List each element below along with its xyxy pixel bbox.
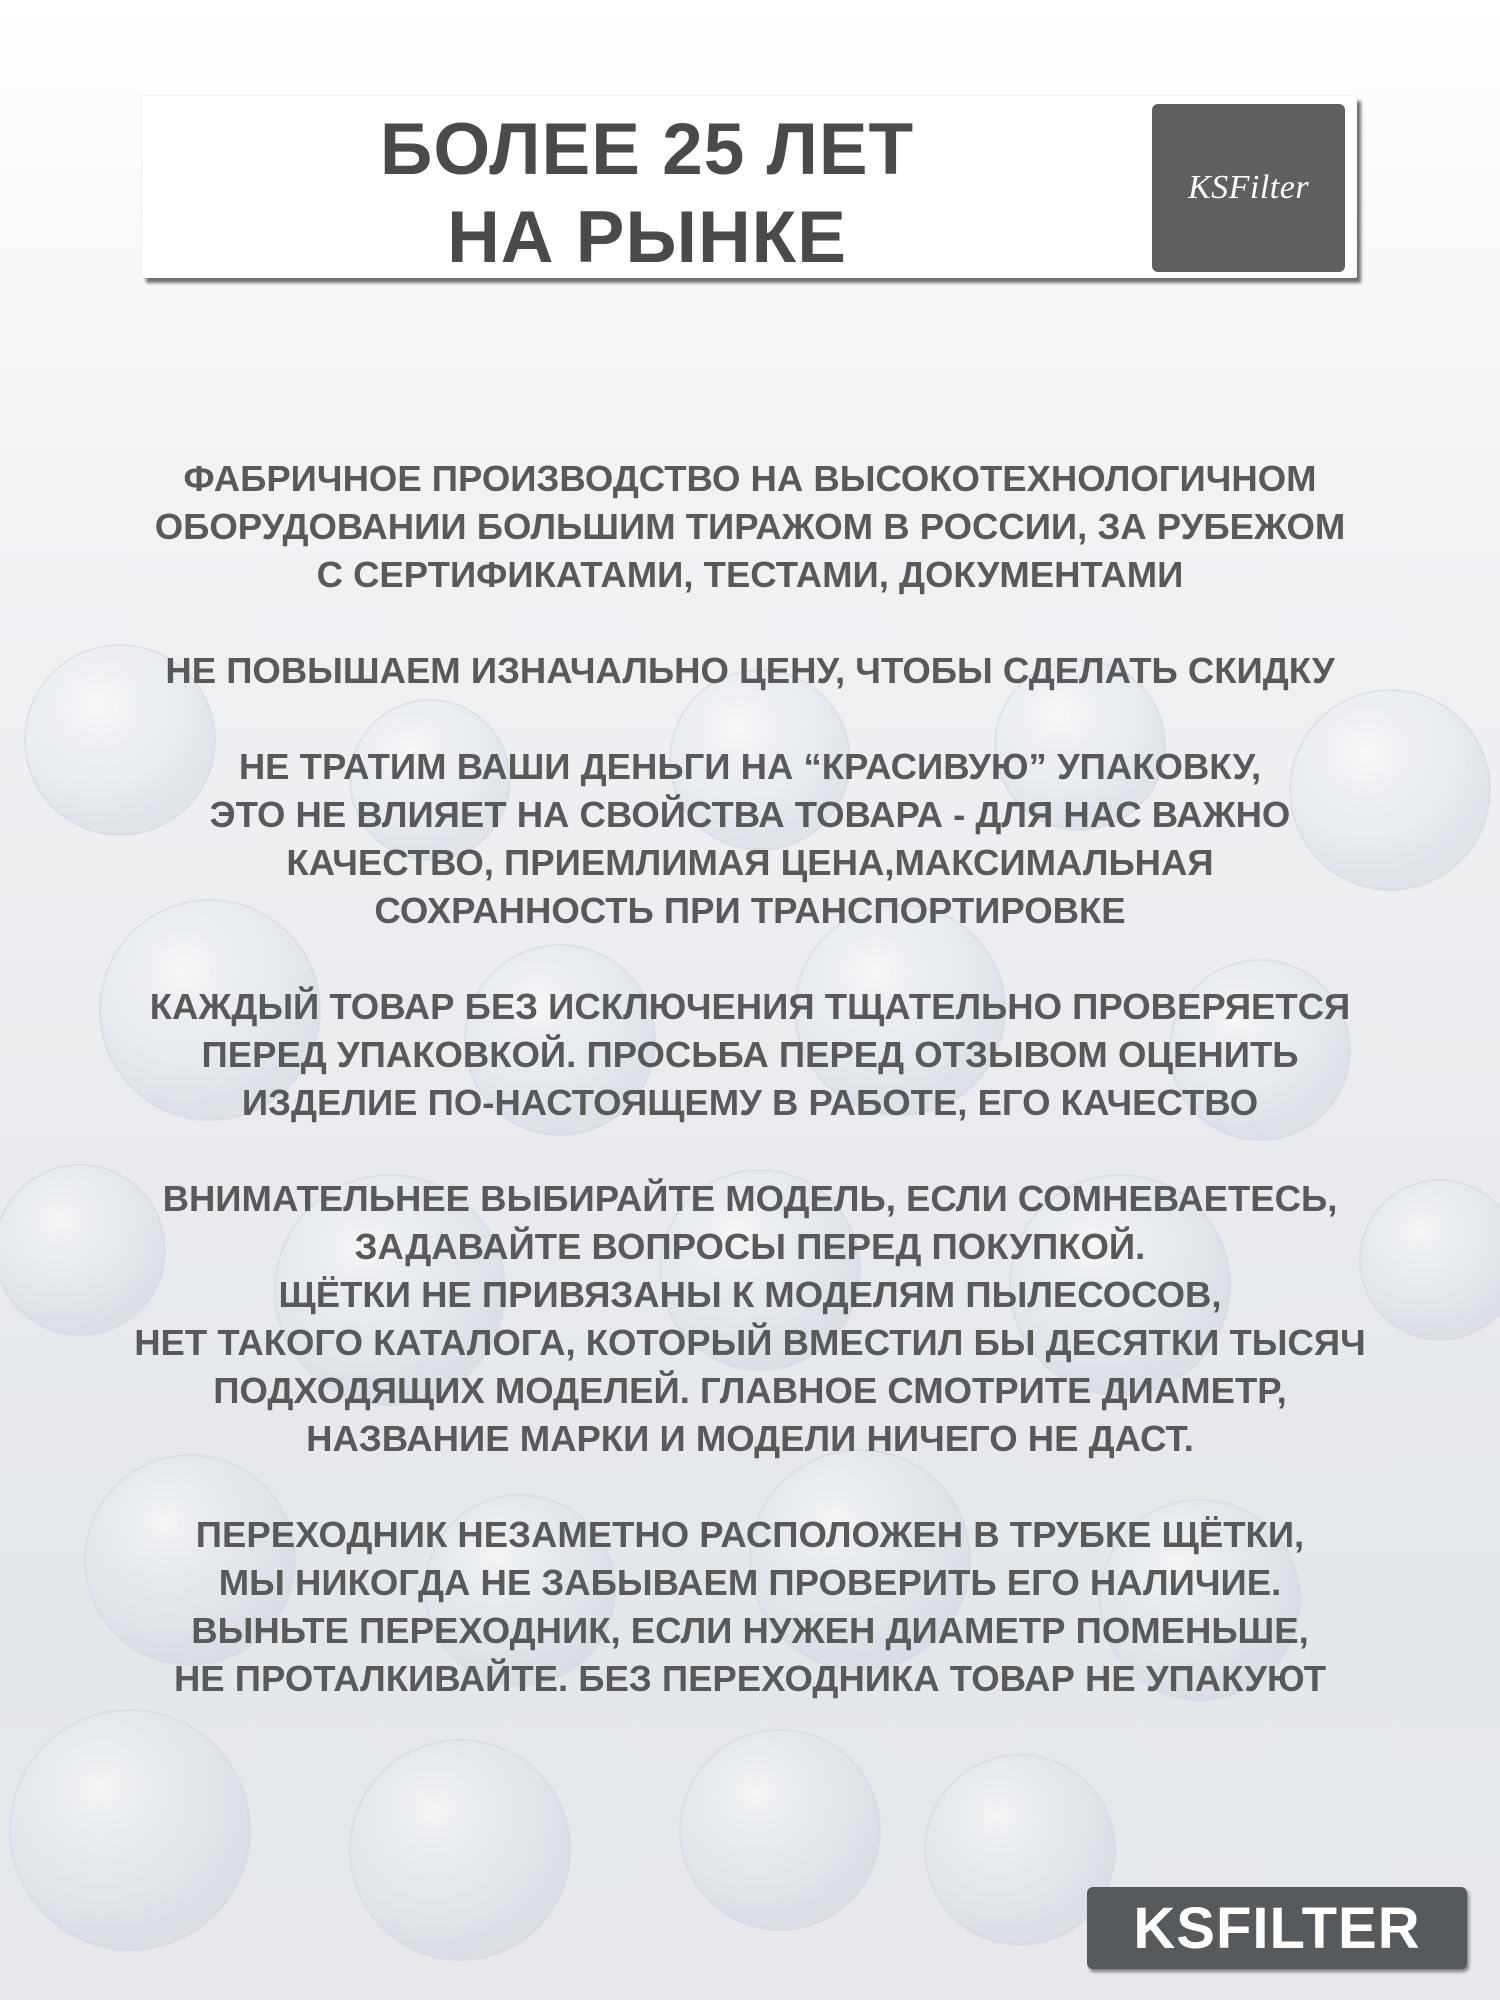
header-banner	[142, 96, 1357, 278]
text-line: ФАБРИЧНОЕ ПРОИЗВОДСТВО НА ВЫСОКОТЕХНОЛОГИЧНОМ	[183, 458, 1317, 499]
page-title	[142, 106, 1152, 282]
text-line: ВНИМАТЕЛЬНЕЕ ВЫБИРАЙТЕ МОДЕЛЬ, ЕСЛИ СОМНЕВАЕТЕСЬ,	[162, 1178, 1338, 1219]
text-line: ЩЁТКИ НЕ ПРИВЯЗАНЫ К МОДЕЛЯМ ПЫЛЕСОСОВ,	[278, 1274, 1222, 1315]
text-line: ИЗДЕЛИЕ ПО-НАСТОЯЩЕМУ В РАБОТЕ, ЕГО КАЧЕСТВО	[241, 1082, 1259, 1123]
paragraph-production	[40, 455, 1460, 599]
text-line: ЗАДАВАЙТЕ ВОПРОСЫ ПЕРЕД ПОКУПКОЙ.	[354, 1226, 1146, 1267]
text-line: ЭТО НЕ ВЛИЯЕТ НА СВОЙСТВА ТОВАРА - ДЛЯ НАС ВАЖНО	[209, 794, 1291, 835]
text-line: С СЕРТИФИКАТАМИ, ТЕСТАМИ, ДОКУМЕНТАМИ	[316, 554, 1184, 595]
text-line: КАЖДЫЙ ТОВАР БЕЗ ИСКЛЮЧЕНИЯ ТЩАТЕЛЬНО ПРОВЕРЯЕТСЯ	[149, 986, 1351, 1027]
text-line: СОХРАННОСТЬ ПРИ ТРАНСПОРТИРОВКЕ	[374, 890, 1126, 931]
info-text-block	[40, 455, 1460, 1751]
brand-badge: KSFILTER	[1087, 1887, 1467, 1969]
text-line: ПЕРЕД УПАКОВКОЙ. ПРОСЬБА ПЕРЕД ОТЗЫВОМ ОЦЕНИТЬ	[201, 1034, 1299, 1075]
title-line-1: БОЛЕЕ 25 ЛЕТ	[379, 109, 915, 190]
text-line: НЕ ТРАТИМ ВАШИ ДЕНЬГИ НА “КРАСИВУЮ” УПАКОВКУ,	[238, 746, 1262, 787]
brand-logo	[1152, 104, 1345, 272]
paragraph-model-choice	[40, 1175, 1460, 1463]
text-line: КАЧЕСТВО, ПРИЕМЛИМАЯ ЦЕНА,МАКСИМАЛЬНАЯ	[286, 842, 1214, 883]
paragraph-packaging	[40, 743, 1460, 935]
text-line: ВЫНЬТЕ ПЕРЕХОДНИК, ЕСЛИ НУЖЕН ДИАМЕТР ПОМЕНЬШЕ,	[191, 1610, 1309, 1651]
paragraph-adapter	[40, 1511, 1460, 1703]
text-line: МЫ НИКОГДА НЕ ЗАБЫВАЕМ ПРОВЕРИТЬ ЕГО НАЛИЧИЕ.	[218, 1562, 1282, 1603]
title-line-2: НА РЫНКЕ	[447, 197, 847, 278]
paragraph-pricing	[40, 647, 1460, 695]
text-line: ПЕРЕХОДНИК НЕЗАМЕТНО РАСПОЛОЖЕН В ТРУБКЕ ЩЁТКИ,	[195, 1514, 1305, 1555]
text-line: НАЗВАНИЕ МАРКИ И МОДЕЛИ НИЧЕГО НЕ ДАСТ.	[306, 1418, 1194, 1459]
text-line: НЕТ ТАКОГО КАТАЛОГА, КОТОРЫЙ ВМЕСТИЛ БЫ ДЕСЯТКИ ТЫСЯЧ	[134, 1322, 1366, 1363]
paragraph-quality-check	[40, 983, 1460, 1127]
text-line: ОБОРУДОВАНИИ БОЛЬШИМ ТИРАЖОМ В РОССИИ, ЗА РУБЕЖОМ	[154, 506, 1346, 547]
brand-logo-text: KSFilter	[1187, 169, 1310, 206]
text-line: НЕ ПОВЫШАЕМ ИЗНАЧАЛЬНО ЦЕНУ, ЧТОБЫ СДЕЛАТЬ СКИДКУ	[165, 650, 1335, 691]
text-line: НЕ ПРОТАЛКИВАЙТЕ. БЕЗ ПЕРЕХОДНИКА ТОВАР НЕ УПАКУЮТ	[173, 1658, 1327, 1699]
text-line: ПОДХОДЯЩИХ МОДЕЛЕЙ. ГЛАВНОЕ СМОТРИТЕ ДИАМЕТР,	[213, 1370, 1287, 1411]
